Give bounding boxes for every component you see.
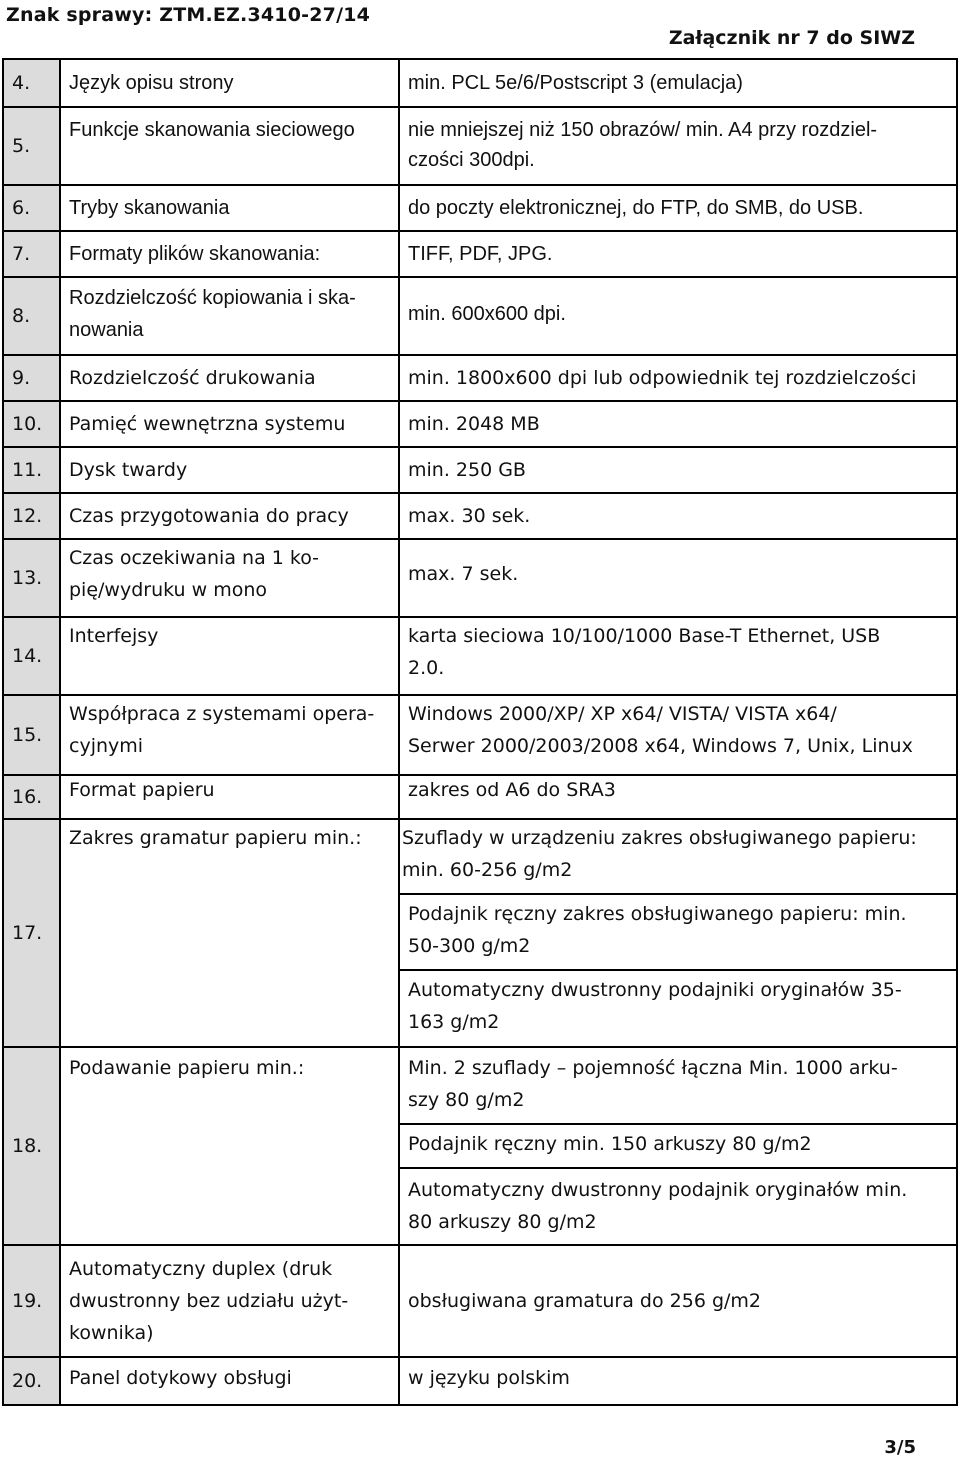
spec-value: karta sieciowa 10/100/1000 Base-T Ethernet, USB [408, 625, 881, 647]
row-number: 20. [4, 1358, 59, 1404]
row-number: 17. [4, 820, 59, 1046]
spec-value: max. 7 sek. [408, 563, 519, 585]
row-number: 13. [4, 540, 59, 616]
row-number: 15. [4, 696, 59, 774]
spec-value: nie mniejszej niż 150 obrazów/ min. A4 przy rozdziel- [408, 119, 878, 141]
spec-value: Windows 2000/XP/ XP x64/ VISTA/ VISTA x64/ [408, 703, 837, 725]
spec-name: Podawanie papieru min.: [69, 1057, 305, 1079]
spec-value: Automatyczny dwustronny podajnik oryginałów min. [408, 1179, 908, 1201]
spec-value: w języku polskim [408, 1367, 570, 1389]
spec-name: Rozdzielczość kopiowania i ska- [69, 287, 356, 309]
row-number: 18. [4, 1048, 59, 1244]
spec-value: TIFF, PDF, JPG. [408, 243, 553, 265]
specification-table [2, 58, 958, 1406]
spec-value: 2.0. [408, 657, 445, 679]
spec-name: Zakres gramatur papieru min.: [69, 827, 362, 849]
attachment-title: Załącznik nr 7 do SIWZ [668, 27, 915, 49]
spec-value: Szuflady w urządzeniu zakres obsługiwanego papieru: [402, 827, 917, 849]
spec-name: Rozdzielczość drukowania [69, 367, 316, 389]
spec-name: Współpraca z systemami opera- [69, 703, 375, 725]
spec-name: Pamięć wewnętrzna systemu [69, 413, 346, 435]
spec-value: do poczty elektronicznej, do FTP, do SMB, do USB. [408, 197, 864, 219]
spec-value: min. 60-256 g/m2 [402, 859, 573, 881]
spec-value: 80 arkuszy 80 g/m2 [408, 1211, 597, 1233]
spec-value: Serwer 2000/2003/2008 x64, Windows 7, Unix, Linux [408, 735, 913, 757]
spec-name: Panel dotykowy obsługi [69, 1367, 292, 1389]
row-number: 14. [4, 618, 59, 694]
spec-name: Interfejsy [69, 625, 159, 647]
row-number: 9. [4, 356, 59, 400]
spec-name: dwustronny bez udziału użyt- [69, 1290, 349, 1312]
row-number: 12. [4, 494, 59, 538]
spec-value: max. 30 sek. [408, 505, 531, 527]
row-number: 11. [4, 448, 59, 492]
case-number: Znak sprawy: ZTM.EZ.3410-27/14 [6, 4, 371, 26]
spec-name: Formaty plików skanowania: [69, 243, 321, 265]
row-number: 6. [4, 186, 59, 230]
spec-value: czości 300dpi. [408, 149, 535, 171]
spec-value: Podajnik ręczny min. 150 arkuszy 80 g/m2 [408, 1133, 812, 1155]
spec-value: szy 80 g/m2 [408, 1089, 525, 1111]
row-number: 8. [4, 278, 59, 354]
spec-value: min. 1800x600 dpi lub odpowiednik tej rozdzielczości [408, 367, 917, 389]
spec-name: Czas oczekiwania na 1 ko- [69, 547, 320, 569]
row-number: 10. [4, 402, 59, 446]
row-number: 19. [4, 1246, 59, 1356]
spec-value: 163 g/m2 [408, 1011, 500, 1033]
spec-name: pię/wydruku w mono [69, 579, 268, 601]
spec-name: Funkcje skanowania sieciowego [69, 119, 355, 141]
spec-value: Automatyczny dwustronny podajniki oryginałów 35- [408, 979, 902, 1001]
spec-value: min. 600x600 dpi. [408, 303, 566, 325]
spec-name: nowania [69, 319, 144, 341]
spec-value: Podajnik ręczny zakres obsługiwanego papieru: min. [408, 903, 907, 925]
spec-name: kownika) [69, 1322, 154, 1344]
spec-name: Tryby skanowania [69, 197, 230, 219]
spec-value: obsługiwana gramatura do 256 g/m2 [408, 1290, 762, 1312]
spec-name: cyjnymi [69, 735, 144, 757]
spec-name: Automatyczny duplex (druk [69, 1258, 333, 1280]
page-number: 3/5 [884, 1437, 916, 1458]
row-number: 16. [4, 776, 59, 818]
row-number: 4. [4, 60, 59, 106]
spec-value: Min. 2 szuflady – pojemność łączna Min. 1000 arku- [408, 1057, 898, 1079]
spec-value: min. 2048 MB [408, 413, 540, 435]
spec-name: Czas przygotowania do pracy [69, 505, 349, 527]
spec-value: min. 250 GB [408, 459, 526, 481]
spec-value: min. PCL 5e/6/Postscript 3 (emulacja) [408, 72, 743, 94]
spec-name: Format papieru [69, 779, 215, 801]
spec-value: zakres od A6 do SRA3 [408, 779, 616, 801]
spec-name: Język opisu strony [69, 72, 234, 94]
spec-value: 50-300 g/m2 [408, 935, 531, 957]
row-number: 7. [4, 232, 59, 276]
spec-name: Dysk twardy [69, 459, 188, 481]
row-number: 5. [4, 108, 59, 184]
